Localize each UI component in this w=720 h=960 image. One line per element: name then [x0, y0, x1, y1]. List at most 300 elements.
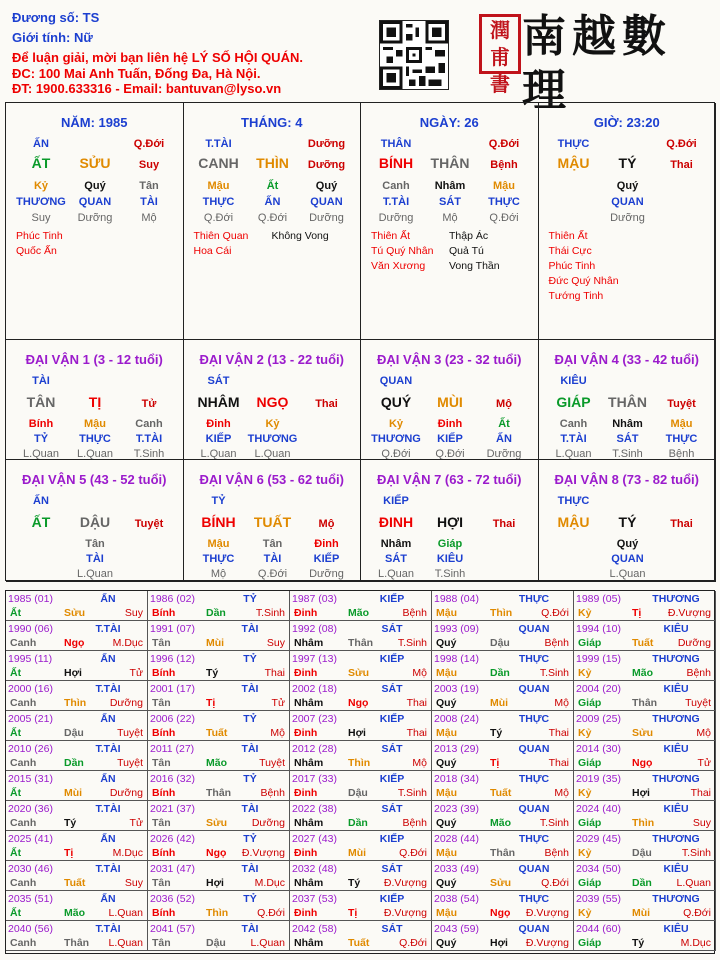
life-stage: Mộ: [318, 518, 335, 530]
dai-van-8: [539, 460, 717, 582]
year-cell[interactable]: [574, 711, 716, 741]
auxiliary-star: Vong Thần: [449, 260, 500, 272]
chart-grid: [5, 102, 715, 581]
hidden-stem: Mậu: [493, 180, 515, 192]
year-branch: Tuất: [206, 727, 228, 739]
ten-god: KIÊU: [663, 683, 689, 695]
year-cell[interactable]: [148, 621, 290, 651]
year-stem: Kỷ: [578, 727, 592, 739]
hidden-stem: Kỷ: [388, 418, 404, 430]
year-stage: Đ.Vượng: [667, 607, 711, 619]
year-label: 1995 (11): [8, 653, 53, 665]
year-cell[interactable]: [432, 921, 574, 951]
year-stem: Quý: [436, 877, 457, 889]
year-stage: Thai: [406, 697, 427, 709]
year-cell[interactable]: [432, 831, 574, 861]
hidden-stem: TỶ: [33, 433, 49, 445]
hidden-stem: Bệnh: [668, 448, 695, 460]
year-cell[interactable]: [574, 741, 716, 771]
ten-god: THỰC: [518, 833, 550, 845]
earthly-branch: THÂN: [608, 394, 647, 410]
year-label: 2043 (59): [434, 923, 479, 935]
year-cell[interactable]: [432, 861, 574, 891]
year-label: 2012 (28): [292, 743, 337, 755]
auxiliary-star: Văn Xương: [371, 260, 426, 272]
ten-god: TỶ: [243, 653, 257, 665]
year-stage: Mộ: [554, 787, 569, 799]
year-stem: Mậu: [436, 907, 457, 919]
pillar-title: GIỜ: 23:20: [593, 115, 660, 130]
ten-god: KIẾP: [379, 773, 405, 785]
earthly-branch: TÝ: [618, 514, 637, 530]
year-label: 1999 (15): [576, 653, 621, 665]
year-cell[interactable]: [574, 621, 716, 651]
hidden-stem: Ất: [498, 418, 510, 430]
year-stem: Kỷ: [578, 667, 592, 679]
year-stage: Suy: [124, 877, 143, 889]
year-stem: Nhâm: [294, 937, 324, 949]
year-stem: Tân: [152, 697, 171, 709]
year-cell[interactable]: [148, 861, 290, 891]
hidden-stem: Mộ: [141, 212, 157, 224]
year-label: 2018 (34): [434, 773, 479, 785]
pillar-4: [539, 103, 717, 340]
hidden-stem: T.Sinh: [434, 568, 466, 580]
ten-god: TỶ: [243, 773, 257, 785]
year-stage: Dưỡng: [109, 787, 143, 799]
year-stem: Quý: [436, 937, 457, 949]
hidden-stem: Tân: [262, 538, 283, 550]
hidden-stem: Bính: [28, 418, 54, 430]
year-label: 2009 (25): [576, 713, 621, 725]
year-cell[interactable]: [148, 681, 290, 711]
year-cell[interactable]: [148, 711, 290, 741]
dai-van-1: [6, 340, 184, 460]
year-branch: Ngọ: [206, 847, 227, 859]
year-label: 1994 (10): [576, 623, 621, 635]
year-label: 2044 (60): [576, 923, 621, 935]
life-stage: Tử: [141, 398, 157, 410]
hidden-stem: Đinh: [437, 418, 463, 430]
life-stage: Thai: [670, 159, 693, 171]
year-label: 2004 (20): [576, 683, 621, 695]
year-label: 2027 (43): [292, 833, 337, 845]
year-cell[interactable]: [290, 591, 432, 621]
ten-god: TÀI: [241, 863, 259, 875]
ten-god-top: KIẾP: [383, 495, 409, 507]
year-cell[interactable]: [290, 891, 432, 921]
year-cell[interactable]: [290, 831, 432, 861]
year-cell[interactable]: [6, 771, 148, 801]
year-cell[interactable]: [148, 921, 290, 951]
year-branch: Mão: [348, 607, 369, 619]
year-cell[interactable]: [6, 831, 148, 861]
year-cell[interactable]: [574, 771, 716, 801]
ten-god: SÁT: [381, 863, 403, 875]
year-cell[interactable]: [290, 771, 432, 801]
year-stem: Mậu: [436, 847, 457, 859]
hidden-stem: Tân: [85, 538, 105, 550]
year-branch: Thìn: [632, 817, 655, 829]
hidden-stem: ẤN: [496, 433, 512, 445]
pillar-1: [6, 103, 184, 340]
ten-god-top: KIÊU: [560, 375, 587, 387]
gender: Giới tính: Nữ: [12, 30, 93, 45]
ten-god-top: ẤN: [33, 138, 49, 150]
hidden-stem: THỰC: [202, 553, 235, 565]
hidden-stem: TÀI: [86, 553, 104, 565]
year-cell[interactable]: [6, 741, 148, 771]
year-cell[interactable]: [6, 861, 148, 891]
hidden-stem: Dưỡng: [309, 212, 344, 224]
pillar-title: NGÀY: 26: [419, 115, 479, 130]
year-cell[interactable]: [432, 681, 574, 711]
year-cell[interactable]: [290, 801, 432, 831]
hidden-stem: QUAN: [78, 196, 112, 208]
year-stage: Đ.Vượng: [525, 937, 569, 949]
pillar-title: NĂM: 1985: [61, 115, 128, 130]
auxiliary-star: Thập Ác: [449, 230, 489, 242]
year-cell[interactable]: [6, 921, 148, 951]
ten-god: ẤN: [100, 653, 116, 665]
ten-god: SÁT: [381, 803, 403, 815]
dai-van-7: [361, 460, 539, 582]
hidden-stem: L.Quan: [76, 448, 114, 460]
year-stage: Q.Đới: [683, 907, 711, 919]
year-stem: Kỷ: [578, 607, 592, 619]
year-branch: Mão: [632, 667, 653, 679]
year-stem: Quý: [436, 697, 457, 709]
year-cell[interactable]: [290, 741, 432, 771]
hidden-stem: Quý: [616, 180, 639, 192]
year-label: 2010 (26): [8, 743, 53, 755]
year-stem: Nhâm: [294, 637, 324, 649]
year-cell[interactable]: [574, 681, 716, 711]
ten-god: ẤN: [100, 593, 116, 605]
hidden-stem: Mộ: [210, 568, 227, 580]
year-branch: Ngọ: [490, 907, 511, 919]
year-cell[interactable]: [290, 621, 432, 651]
ten-god: T.TÀI: [95, 863, 121, 875]
year-label: 2036 (52): [150, 893, 195, 905]
year-cell[interactable]: [574, 861, 716, 891]
hidden-stem: Dưỡng: [309, 568, 344, 580]
ten-god: THỰC: [518, 713, 550, 725]
life-stage: Bệnh: [490, 159, 518, 171]
hidden-stem: Q.Đới: [489, 212, 519, 224]
ten-god: TÀI: [241, 803, 259, 815]
hidden-stem: SÁT: [439, 196, 461, 208]
year-stage: Bệnh: [544, 637, 569, 649]
year-stage: T.Sinh: [397, 637, 427, 649]
hidden-stem: ẤN: [264, 196, 281, 208]
year-stage: Bệnh: [402, 817, 427, 829]
ten-god: TỶ: [243, 593, 257, 605]
year-stem: Quý: [436, 637, 457, 649]
auxiliary-star: Quả Tú: [449, 245, 484, 257]
year-label: 1986 (02): [150, 593, 195, 605]
ten-god: THỰC: [518, 593, 550, 605]
year-stem: Bính: [152, 847, 176, 859]
year-branch: Hợi: [348, 727, 366, 739]
year-stem: Đinh: [294, 787, 318, 799]
year-stage: Tử: [129, 667, 143, 679]
ten-god: SÁT: [381, 923, 403, 935]
year-cell[interactable]: [432, 801, 574, 831]
hidden-stem: Kỷ: [265, 418, 280, 430]
year-stem: Canh: [10, 877, 37, 889]
year-label: 2011 (27): [150, 743, 195, 755]
year-cell[interactable]: [290, 651, 432, 681]
hidden-stem: THƯƠNG: [16, 196, 66, 208]
year-branch: Sửu: [348, 667, 370, 679]
year-cell[interactable]: [432, 711, 574, 741]
year-stem: Ất: [10, 607, 22, 619]
pillar-stage-top: Q.Đới: [666, 138, 697, 150]
year-cell[interactable]: [148, 651, 290, 681]
hidden-stem: T.TÀI: [560, 433, 587, 445]
year-cell[interactable]: [574, 831, 716, 861]
hidden-stem: THỰC: [665, 433, 698, 445]
year-branch: Dần: [490, 667, 510, 679]
year-stage: Thai: [264, 667, 285, 679]
year-stem: Canh: [10, 757, 37, 769]
year-label: 2029 (45): [576, 833, 621, 845]
year-stem: Tân: [152, 817, 171, 829]
hidden-stem: Q.Đới: [381, 448, 411, 460]
year-cell[interactable]: [574, 921, 716, 951]
phone-email-line[interactable]: ĐT: 1900.633316 - Email: bantuvan@lyso.vn: [12, 81, 282, 96]
hidden-stem: SÁT: [385, 553, 407, 565]
year-stage: Suy: [692, 817, 711, 829]
ten-god: ẤN: [100, 713, 116, 725]
year-cell[interactable]: [148, 891, 290, 921]
year-cell[interactable]: [6, 621, 148, 651]
year-stem: Ất: [10, 787, 22, 799]
ten-god: ẤN: [100, 833, 116, 845]
year-cell[interactable]: [574, 651, 716, 681]
hidden-stem: QUAN: [611, 553, 644, 565]
ten-god-top: TÀI: [32, 375, 50, 387]
ten-god: QUAN: [518, 743, 550, 755]
year-stage: Đ.Vượng: [525, 907, 569, 919]
year-stage: T.Sinh: [397, 787, 427, 799]
hidden-stem: Kỷ: [33, 180, 49, 192]
year-branch: Tị: [348, 907, 358, 919]
heavenly-stem: TÂN: [26, 394, 56, 410]
year-stage: M.Dục: [112, 637, 143, 649]
year-stem: Canh: [10, 637, 37, 649]
hidden-stem: Q.Đới: [203, 212, 234, 224]
auxiliary-star: Tướng Tinh: [548, 290, 604, 302]
year-label: 2020 (36): [8, 803, 53, 815]
year-cell[interactable]: [290, 681, 432, 711]
hidden-stem: QUAN: [611, 196, 644, 208]
year-label: 2019 (35): [576, 773, 621, 785]
hidden-stem: Nhâm: [612, 418, 643, 430]
year-stem: Ất: [10, 847, 22, 859]
pillar-3: [361, 103, 539, 340]
heavenly-stem: ĐINH: [378, 514, 414, 530]
ten-god: KIÊU: [663, 803, 689, 815]
year-branch: Thìn: [64, 697, 87, 709]
auxiliary-star: Đức Quý Nhân: [548, 275, 619, 287]
year-stage: Dưỡng: [677, 637, 711, 649]
year-cell[interactable]: [432, 591, 574, 621]
year-label: 1987 (03): [292, 593, 337, 605]
year-stage: Mộ: [270, 727, 285, 739]
life-stage: Suy: [138, 159, 160, 171]
earthly-branch: NGỌ: [256, 394, 289, 410]
ten-god: THƯƠNG: [652, 593, 700, 605]
dai-van-title: ĐẠI VẬN 5 (43 - 52 tuổi): [22, 472, 167, 487]
year-cell[interactable]: [290, 861, 432, 891]
hidden-stem: Canh: [135, 418, 163, 430]
year-stem: Giáp: [578, 697, 602, 709]
year-branch: Dần: [206, 607, 226, 619]
ten-god-top: T.TÀI: [205, 138, 232, 150]
year-stem: Tân: [152, 937, 171, 949]
year-stem: Đinh: [294, 727, 318, 739]
heavenly-stem: GIÁP: [556, 394, 591, 410]
pillar-stage-top: Q.Đới: [133, 138, 165, 150]
year-label: 2003 (19): [434, 683, 479, 695]
year-stem: Đinh: [294, 847, 318, 859]
year-label: 2039 (55): [576, 893, 621, 905]
year-branch: Dậu: [64, 727, 84, 739]
owner-name: Đương số: TS: [12, 10, 100, 25]
heavenly-stem: ẤT: [31, 155, 51, 171]
year-cell[interactable]: [432, 651, 574, 681]
ten-god: T.TÀI: [95, 683, 121, 695]
year-cell[interactable]: [574, 891, 716, 921]
year-branch: Thân: [64, 937, 90, 949]
pillar-stage-top: Dưỡng: [307, 138, 346, 150]
auxiliary-star: Thiên Ất: [371, 230, 411, 242]
year-branch: Thân: [348, 637, 374, 649]
hidden-stem: TÀI: [263, 553, 282, 565]
year-label: 2023 (39): [434, 803, 479, 815]
hidden-stem: L.Quan: [200, 448, 237, 460]
ten-god: SÁT: [381, 683, 403, 695]
year-branch: Tý: [632, 937, 645, 949]
year-label: 2006 (22): [150, 713, 195, 725]
hidden-stem: T.TÀI: [135, 433, 163, 445]
year-cell[interactable]: [148, 591, 290, 621]
year-stage: Q.Đới: [257, 907, 285, 919]
hidden-stem: Mộ: [442, 212, 458, 224]
year-stage: Suy: [124, 607, 143, 619]
hidden-stem: KIẾP: [437, 433, 463, 445]
year-cell[interactable]: [148, 771, 290, 801]
life-stage: Mộ: [496, 398, 512, 410]
year-branch: Mùi: [206, 637, 225, 649]
earthly-branch: TỊ: [88, 394, 102, 410]
year-cell[interactable]: [290, 921, 432, 951]
year-stage: Mộ: [412, 667, 427, 679]
year-label: 1993 (09): [434, 623, 479, 635]
year-label: 2026 (42): [150, 833, 195, 845]
ten-god: TÀI: [241, 743, 259, 755]
ten-god: THƯƠNG: [652, 713, 700, 725]
year-cell[interactable]: [148, 741, 290, 771]
ten-god: KIÊU: [663, 863, 689, 875]
year-branch: Thân: [206, 787, 232, 799]
year-cell[interactable]: [6, 711, 148, 741]
hidden-stem: L.Quan: [609, 568, 646, 580]
year-branch: Tý: [64, 817, 77, 829]
year-cell[interactable]: [432, 621, 574, 651]
year-cell[interactable]: [574, 591, 716, 621]
year-label: 2022 (38): [292, 803, 337, 815]
year-branch: Dậu: [490, 637, 510, 649]
heavenly-stem: MẬU: [557, 155, 590, 171]
year-stem: Mậu: [436, 727, 457, 739]
earthly-branch: TÝ: [618, 155, 637, 171]
year-branch: Ngọ: [64, 637, 85, 649]
year-cell[interactable]: [574, 801, 716, 831]
year-label: 2028 (44): [434, 833, 479, 845]
year-branch: Dậu: [206, 937, 226, 949]
year-stem: Quý: [436, 817, 457, 829]
heavenly-stem: NHÂM: [197, 394, 240, 410]
year-label: 2038 (54): [434, 893, 479, 905]
year-cell[interactable]: [6, 651, 148, 681]
year-branch: Tuất: [632, 637, 654, 649]
year-cell[interactable]: [290, 711, 432, 741]
year-stage: M.Dục: [680, 937, 711, 949]
year-stage: Q.Đới: [541, 607, 569, 619]
year-cell[interactable]: [6, 801, 148, 831]
year-cell[interactable]: [6, 681, 148, 711]
year-label: 2037 (53): [292, 893, 337, 905]
ten-god: KIẾP: [379, 713, 405, 725]
year-cell[interactable]: [6, 591, 148, 621]
year-stem: Bính: [152, 607, 176, 619]
hidden-stem: T.Sinh: [133, 448, 165, 460]
year-label: 2024 (40): [576, 803, 621, 815]
annual-luck-grid: [5, 590, 715, 954]
year-stage: Đ.Vượng: [383, 907, 427, 919]
year-cell[interactable]: [148, 831, 290, 861]
year-branch: Mùi: [632, 907, 651, 919]
ten-god-top: THỰC: [557, 495, 590, 507]
year-cell[interactable]: [148, 801, 290, 831]
year-stage: L.Quan: [676, 877, 711, 889]
heavenly-stem: CANH: [198, 155, 239, 171]
year-cell[interactable]: [432, 741, 574, 771]
year-label: 2000 (16): [8, 683, 53, 695]
year-stem: Kỷ: [578, 907, 592, 919]
year-cell[interactable]: [432, 771, 574, 801]
hidden-stem: THỰC: [202, 196, 235, 208]
year-stem: Đinh: [294, 607, 318, 619]
hidden-stem: Dưỡng: [486, 448, 522, 460]
year-cell[interactable]: [432, 891, 574, 921]
hidden-stem: Quý: [315, 180, 338, 192]
hidden-stem: T.Sinh: [612, 448, 643, 460]
heavenly-stem: QUÝ: [380, 394, 412, 410]
year-cell[interactable]: [6, 891, 148, 921]
year-stage: Tử: [129, 817, 143, 829]
ten-god: SÁT: [381, 743, 403, 755]
ten-god: THƯƠNG: [652, 833, 700, 845]
year-stem: Bính: [152, 787, 176, 799]
dai-van-title: ĐẠI VẬN 6 (53 - 62 tuổi): [199, 472, 344, 487]
year-branch: Dần: [64, 757, 84, 769]
earthly-branch: THÌN: [256, 155, 289, 171]
year-stage: Mộ: [554, 697, 569, 709]
